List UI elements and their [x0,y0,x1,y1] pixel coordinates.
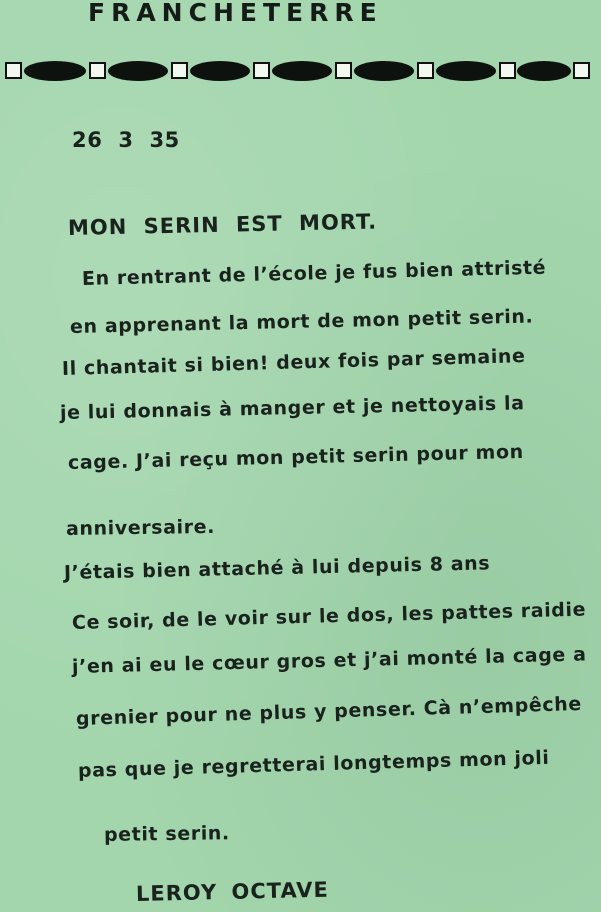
newspaper-header: FRANCHETERRE [88,0,383,27]
story-line: anniversaire. [65,515,216,540]
story-line: pas que je regretterai longtemps mon joli [77,746,550,782]
story-line: J’étais bien attaché à lui depuis 8 ans [63,552,491,584]
story-line: Ce soir, de le voir sur le dos, les pattes raidie [71,598,587,634]
story-line: En rentrant de l’école je fus bien attristé [81,256,547,290]
story-line: en apprenant la mort de mon petit serin. [69,305,534,338]
story-line: j’en ai eu le cœur gros et j’ai monté la cage a [71,643,587,678]
decorative-border-icon [4,58,596,84]
story-line: petit serin. [103,822,230,846]
story-line: je lui donnais à manger et je nettoyais la [59,392,525,424]
entry-date: 26 3 35 [72,128,180,152]
author-signature: LEROY OCTAVE [135,877,330,906]
story-line: Il chantait si bien! deux fois par semaine [61,345,526,380]
story-title: MON SERIN EST MORT. [67,209,378,240]
story-line: cage. J’ai reçu mon petit serin pour mon [67,440,524,474]
story-line: grenier pour ne plus y penser. Cà n’empêche [75,692,583,730]
